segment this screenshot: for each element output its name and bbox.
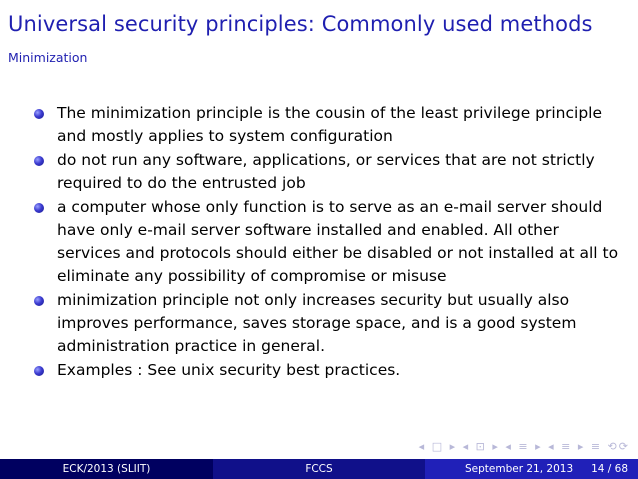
footer-date-page xyxy=(425,459,638,479)
bullet-list xyxy=(34,102,624,383)
footer-course-text: FCCS xyxy=(305,463,333,475)
bullet-item xyxy=(34,359,624,382)
bullet-text: do not run any software, applications, or services that are not strictly required to do the entrusted job xyxy=(57,151,595,192)
bullet-text: Examples : See unix security best practices. xyxy=(57,361,401,379)
footer-page-number: 14 / 68 xyxy=(591,463,628,475)
bullet-text: a computer whose only function is to serve as an e-mail server should have only e-mail server software installed and enabled. All other services and protocols should either be disabled or not installed at all to eliminate any possibility of compromise or misuse xyxy=(57,198,619,285)
navigation-controls[interactable]: ◂ □ ▸ ◂ ⊡ ▸ ◂ ≡ ▸ ◂ ≡ ▸ ≡ ⟲⟳ xyxy=(418,440,630,453)
bullet-item xyxy=(34,196,624,288)
footer-course xyxy=(213,459,425,479)
bullet-item xyxy=(34,102,624,148)
bullet-text: The minimization principle is the cousin of the least privilege principle and mostly applies to system configuration xyxy=(57,104,603,145)
bullet-icon xyxy=(34,156,44,166)
bullet-icon xyxy=(34,203,44,213)
footer-author xyxy=(0,459,213,479)
slide-title: Universal security principles: Commonly used methods xyxy=(8,12,593,36)
footer-bar xyxy=(0,459,638,479)
footer-author-text: ECK/2013 (SLIIT) xyxy=(62,463,151,475)
bullet-icon xyxy=(34,109,44,119)
bullet-text: minimization principle not only increases security but usually also improves performance, saves storage space, and is a good system administration practice in general. xyxy=(57,291,577,355)
footer-date: September 21, 2013 xyxy=(465,463,574,475)
bullet-icon xyxy=(34,366,44,376)
slide-subtitle: Minimization xyxy=(8,50,88,65)
bullet-item xyxy=(34,289,624,358)
bullet-icon xyxy=(34,296,44,306)
bullet-item xyxy=(34,149,624,195)
